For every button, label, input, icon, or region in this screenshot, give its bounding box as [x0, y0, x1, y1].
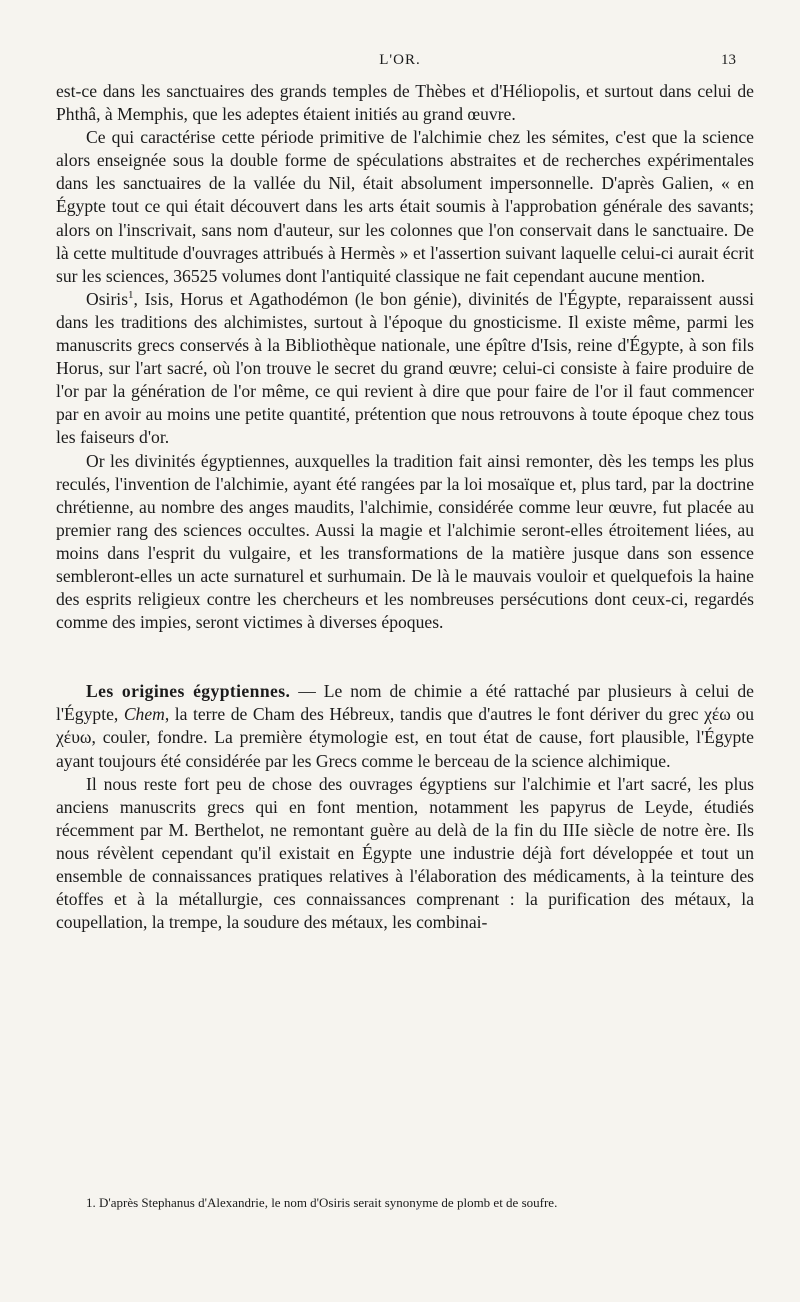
paragraph-4: Or les divinités égyptiennes, auxquelles la tradition fait ainsi remonter, dès les temps les plus reculés, l'invention de l'alchimie, ayant été rangées par la loi mosaïque et, plus tard, par la doctrine chrétienne, au nombre des anges maudits, l'alchimie, considérée comme leur œuvre, fut placée au premier rang des sciences occultes. Aussi la magie et l'alchimie seront-elles étroitement liées, au moins dans l'esprit du vulgaire, et les transformations de la matière jusque dans son essence sembleront-elles un acte surnaturel et surhumain. De là le mauvais vouloir et quelquefois la haine des esprits religieux contre les chercheurs et les nombreuses persécutions dont ceux-ci, regardés comme des impies, seront victimes à diverses époques. [56, 450, 754, 633]
running-title: L'OR. [379, 52, 421, 68]
paragraph-5-b: , la terre de Cham des Hébreux, tandis que d'autres le font dériver du grec χέω ou χέυω, couler, fondre. La première étymologie est, en tout état de cause, fort plausible, l'Égypte ayant toujours été considérée par les Grecs comme le berceau de la science alchimique. [56, 704, 754, 771]
footnote-marker: 1 [128, 288, 134, 301]
paragraph-3-start: Osiris [86, 288, 129, 309]
footnote: 1. D'après Stephanus d'Alexandrie, le nom d'Osiris serait synonyme de plomb et de soufre. [86, 1195, 558, 1210]
body-text [56, 80, 754, 934]
paragraph-3 [56, 288, 754, 450]
paragraph-3-rest: , Isis, Horus et Agathodémon (le bon génie), divinités de l'Égypte, reparaissent aussi dans les traditions des alchimistes, surtout à l'époque du gnosticisme. Il existe même, parmi les manuscrits grecs conservés à la Bibliothèque nationale, une épître d'Isis, reine d'Égypte, à son fils Horus, sur l'art sacré, où l'on trouve le secret du grand œuvre; celui-ci consiste à faire produire de l'or par la génération de l'or même, ce qui revient à dire que pour faire de l'or il faut commencer par en avoir au moins une petite quantité, prétention que nous retrouvons à toute époque chez tous les faiseurs d'or. [56, 288, 754, 448]
paragraph-6: Il nous reste fort peu de chose des ouvrages égyptiens sur l'alchimie et l'art sacré, les plus anciens manuscrits grecs qui en font mention, notamment les papyrus de Leyde, étudiés récemment par M. Berthelot, ne remontant guère au delà de la fin du IIIe siècle de notre ère. Ils nous révèlent cependant qu'il existait en Égypte une industrie déjà fort développée et tout un ensemble de connaissances pratiques relatives à l'élaboration des médicaments, à la teinture des étoffes et à la métallurgie, ces connaissances comprenant : la purification des métaux, la coupellation, la trempe, la soudure des métaux, les combinai- [56, 773, 754, 933]
paragraph-5 [56, 680, 754, 772]
page-number: 13 [721, 52, 736, 68]
paragraph-1: est-ce dans les sanctuaires des grands temples de Thèbes et d'Héliopolis, et surtout dans celui de Phthâ, à Memphis, que les adeptes étaient initiés au grand œuvre. [56, 81, 754, 125]
chem-term: Chem [123, 704, 165, 725]
paragraph-5-a: — Le nom de chimie a été rattaché par plusieurs à celui de l'Égypte, [56, 681, 754, 725]
section-heading: Les origines égyptiennes. [86, 681, 291, 702]
paragraph-2: Ce qui caractérise cette période primitive de l'alchimie chez les sémites, c'est que la science alors enseignée sous la double forme de spéculations abstraites et de recherches expérimentales dans les sanctuaires de la vallée du Nil, était absolument impersonnelle. D'après Galien, « en Égypte tout ce qui était découvert dans les arts était soumis à l'approbation générale des savants; alors on l'inscrivait, sans nom d'auteur, sur les colonnes que l'on conservait dans le sanctuaire. De là cette multitude d'ouvrages attribués à Hermès » et l'assertion suivant laquelle celui-ci aurait écrit sur les sciences, 36525 volumes dont l'antiquité classique ne fait cependant aucune mention. [56, 127, 754, 286]
